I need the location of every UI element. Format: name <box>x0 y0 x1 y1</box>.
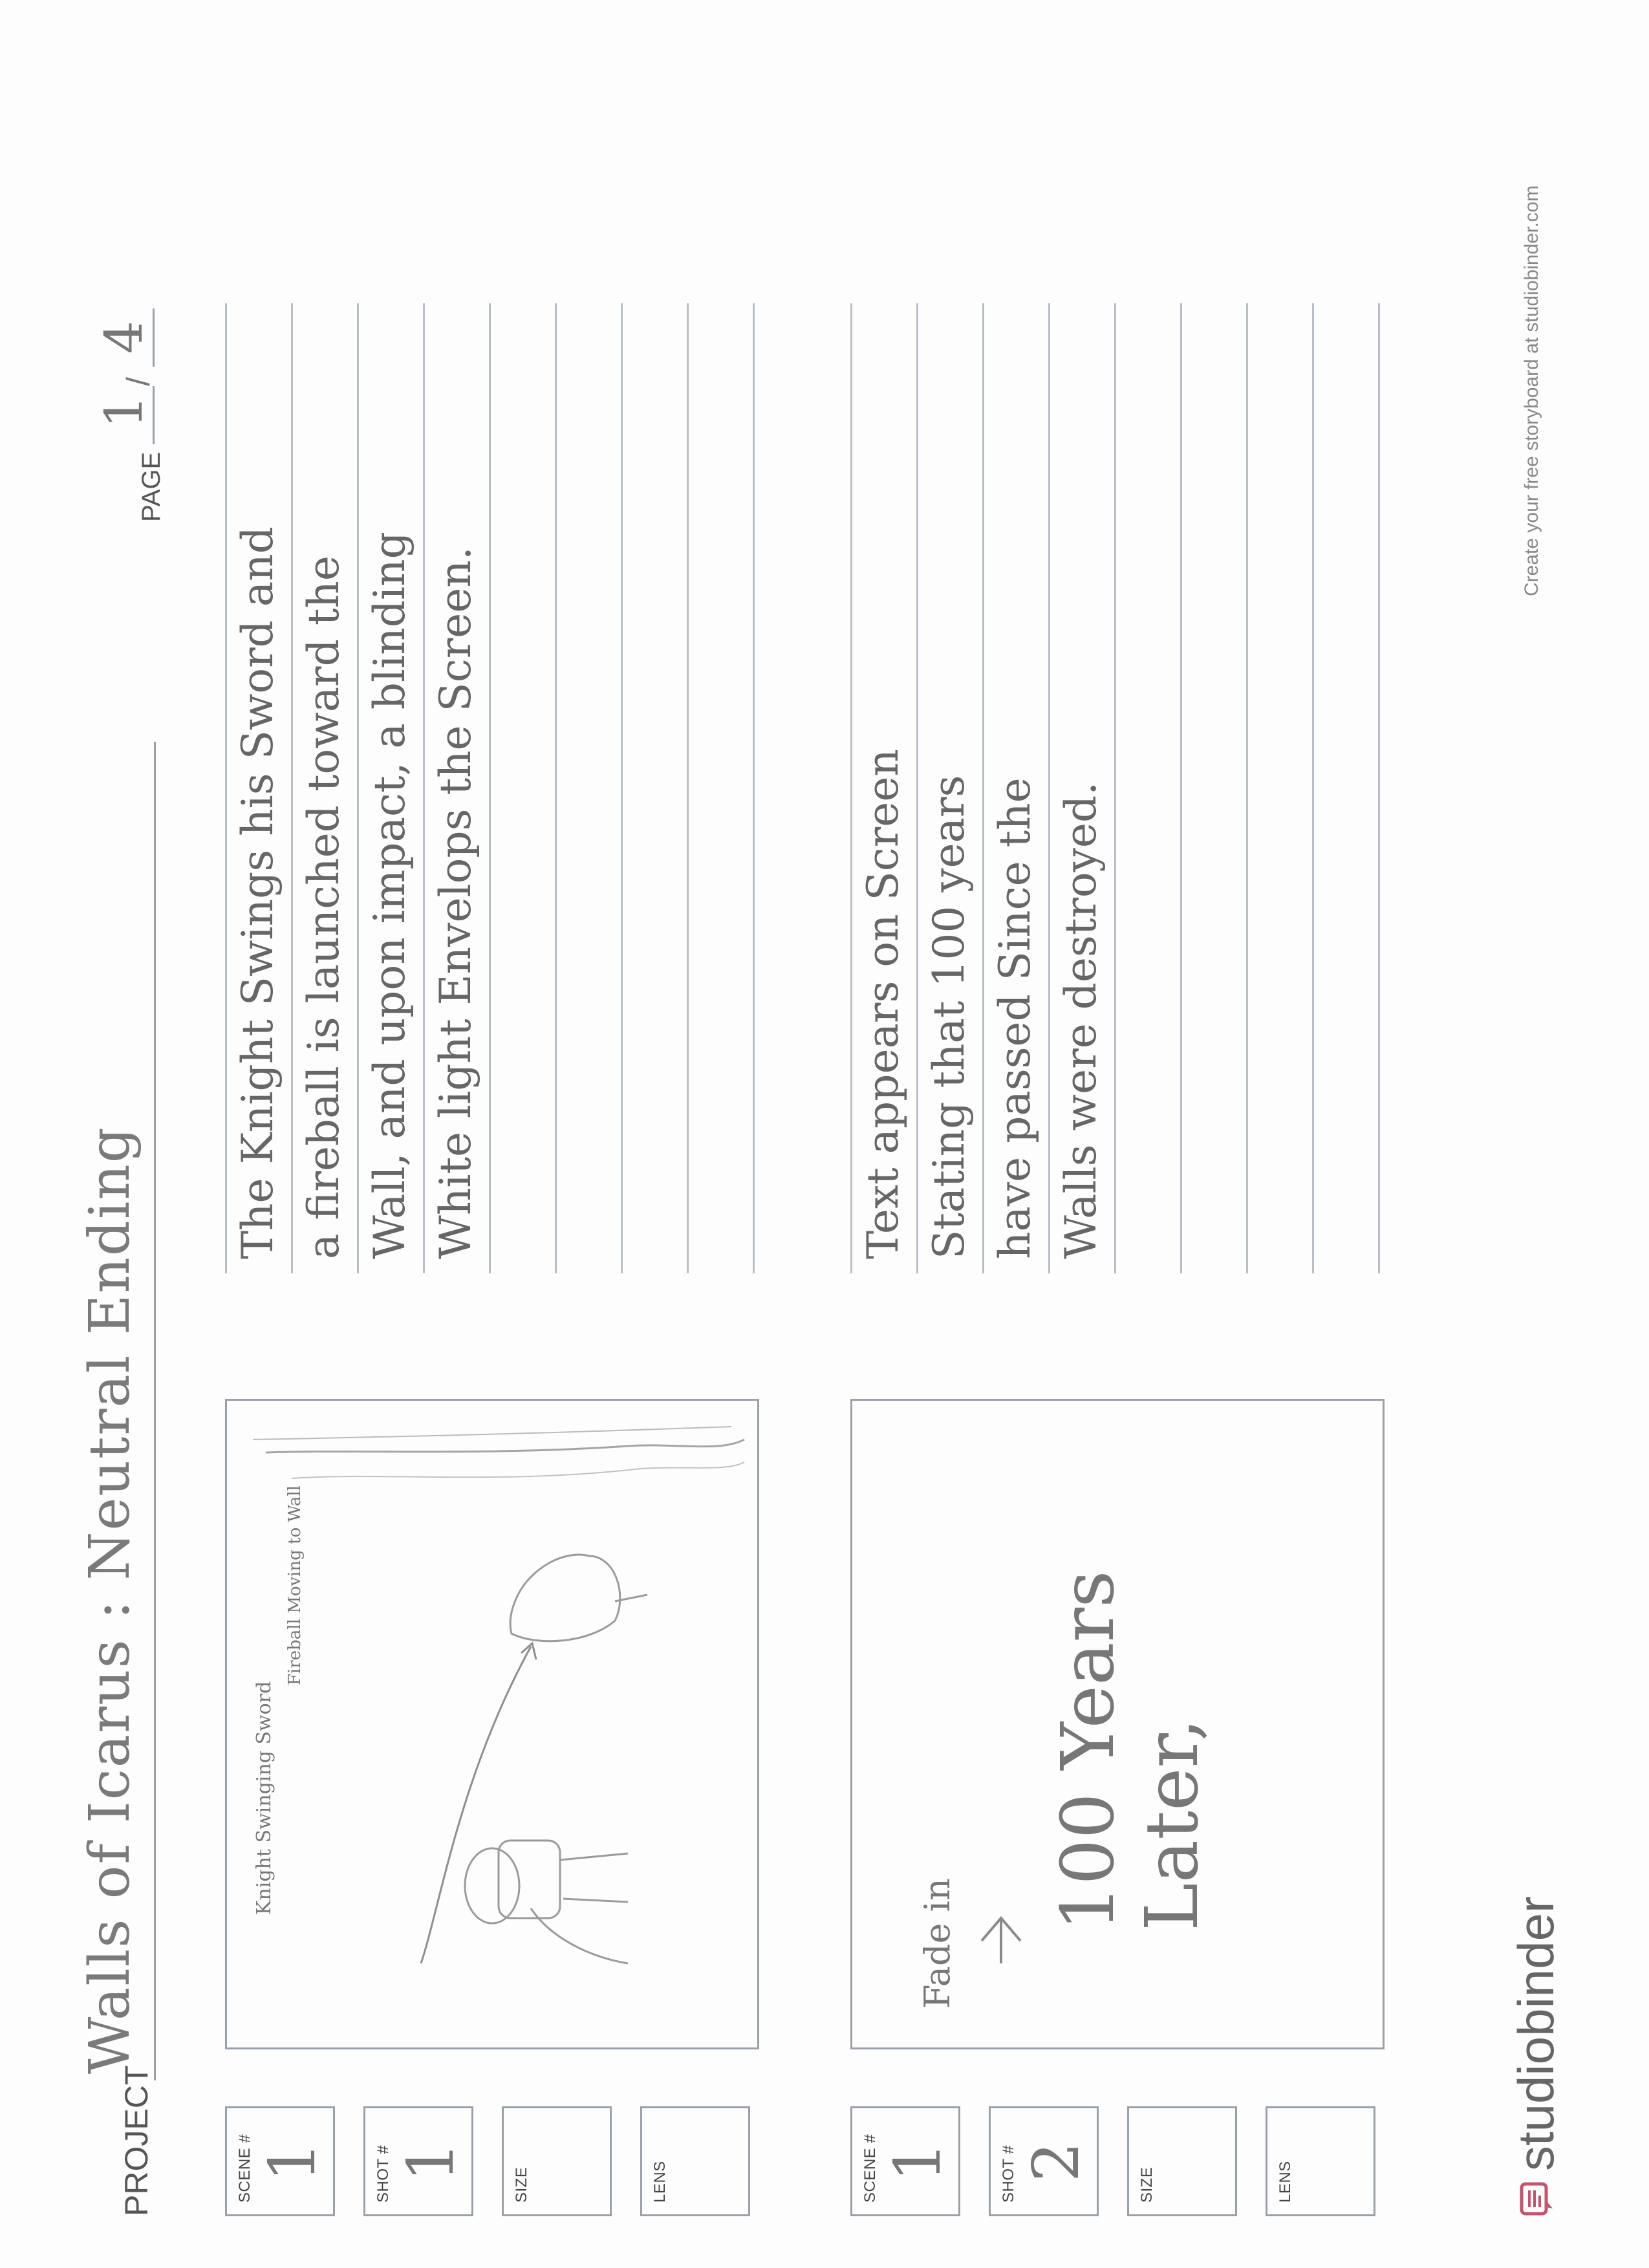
scene-number-box[interactable] <box>225 2106 335 2216</box>
wall-outline <box>266 1440 744 1453</box>
lens-box[interactable] <box>640 2106 750 2216</box>
description-line: Stating that 100 years <box>924 775 974 1259</box>
footer-link[interactable]: Create your free storyboard at studiobinder.com <box>1521 185 1542 596</box>
description-line: a fireball is launched toward the <box>299 556 349 1259</box>
desc-rule-8 <box>1312 303 1314 1273</box>
desc-rule-3 <box>357 303 359 1273</box>
desc-rule-1 <box>225 303 227 1273</box>
scene-number-label: SCENE # <box>236 2133 253 2203</box>
logo-wordmark-binder: binder <box>1507 1896 1564 2036</box>
shot-number-value: 2 <box>1020 2141 1094 2182</box>
shot-number-box[interactable] <box>363 2106 473 2216</box>
lens-label: LENS <box>1277 2161 1294 2203</box>
description-line: White light Envelops the Screen. <box>431 546 480 1259</box>
desc-rule-5 <box>489 303 491 1273</box>
wall-shading <box>292 1462 744 1478</box>
fireball <box>510 1555 620 1641</box>
logo-wordmark-studio: studio <box>1507 2036 1564 2171</box>
size-label: SIZE <box>1138 2166 1156 2203</box>
desc-rule-1 <box>850 303 852 1273</box>
desc-rule-2 <box>916 303 918 1273</box>
page-label: PAGE <box>137 451 166 522</box>
wall-edge <box>253 1427 731 1440</box>
shot-number-label: SHOT # <box>374 2144 392 2203</box>
lens-label: LENS <box>651 2161 669 2203</box>
knight-note: Knight Swinging Sword <box>253 1681 275 1915</box>
desc-rule-4 <box>423 303 425 1273</box>
desc-rule-2 <box>291 303 293 1273</box>
title-card-text: 100 Years Later, <box>1046 1570 1214 1931</box>
logo-wordmark <box>1507 1896 1566 2171</box>
size-box[interactable] <box>1127 2106 1237 2216</box>
description-line: The Knight Swings his Sword and <box>233 526 283 1259</box>
page-separator: / <box>120 377 156 386</box>
project-label: PROJECT <box>118 2065 155 2216</box>
scene-number-value: 1 <box>256 2141 330 2182</box>
studiobinder-logo-icon <box>1518 2179 1555 2216</box>
sketch-frame-2[interactable] <box>850 1399 1385 2049</box>
description-line: Text appears on Screen <box>858 749 908 1259</box>
desc-rule-7 <box>621 303 623 1273</box>
desc-rule-8 <box>687 303 689 1273</box>
shot-number-value: 1 <box>394 2141 468 2182</box>
shot-number-label: SHOT # <box>1000 2144 1017 2203</box>
knight-legs <box>560 1853 628 1902</box>
size-box[interactable] <box>502 2106 612 2216</box>
description-line: Walls were destroyed. <box>1056 781 1106 1259</box>
sketch-1-drawing <box>227 1401 757 2047</box>
scene-number-label: SCENE # <box>861 2133 879 2203</box>
description-line: have passed Since the <box>990 777 1040 1259</box>
sketch-frame-1[interactable] <box>225 1399 759 2049</box>
studiobinder-logo[interactable] <box>1507 1896 1566 2216</box>
desc-rule-9 <box>1378 303 1380 1273</box>
desc-rule-7 <box>1246 303 1248 1273</box>
project-title: Walls of Icarus : Neutral Ending <box>78 1126 142 2074</box>
lens-box[interactable] <box>1266 2106 1375 2216</box>
shot-number-box[interactable] <box>989 2106 1099 2216</box>
page-total: 4 <box>94 321 154 354</box>
fireball-note: Fireball Moving to Wall <box>285 1485 305 1685</box>
page-current: 1 <box>94 395 154 428</box>
project-underline <box>154 742 156 2080</box>
desc-rule-3 <box>982 303 984 1273</box>
size-label: SIZE <box>513 2166 530 2203</box>
knight-body <box>499 1841 560 1918</box>
scene-number-value: 1 <box>881 2141 955 2182</box>
desc-rule-5 <box>1114 303 1116 1273</box>
scene-number-box[interactable] <box>850 2106 960 2216</box>
desc-rule-9 <box>753 303 755 1273</box>
knight-arm <box>531 1908 628 1963</box>
knight-helmet <box>465 1848 519 1923</box>
desc-rule-6 <box>555 303 557 1273</box>
description-line: Wall, and upon impact, a blinding <box>365 532 415 1259</box>
fade-in-note: Fade in <box>917 1878 958 2009</box>
desc-rule-4 <box>1048 303 1050 1273</box>
fade-arrow <box>982 1918 1020 1963</box>
desc-rule-6 <box>1180 303 1182 1273</box>
